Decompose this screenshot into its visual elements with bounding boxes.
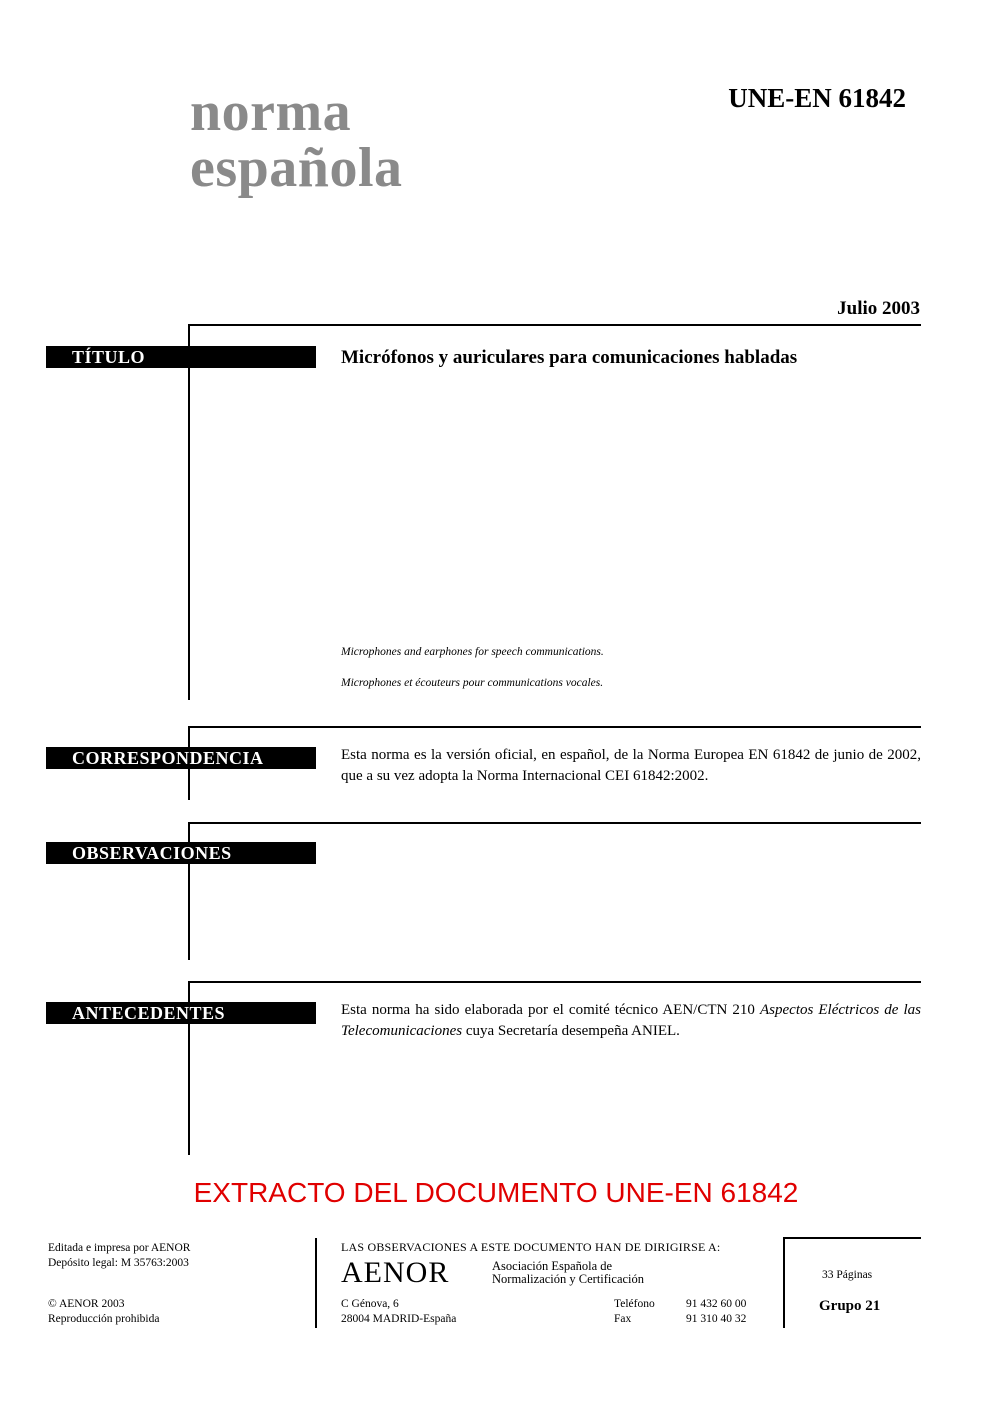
- assoc-line-1: Asociación Española de: [492, 1259, 613, 1273]
- fax-label: Fax: [614, 1313, 632, 1325]
- antecedentes-committee-name: Aspectos Eléctricos de las Telecomunicaciones: [341, 1002, 922, 1039]
- footer-rule-right: [783, 1237, 785, 1328]
- footer-observations-heading: LAS OBSERVACIONES A ESTE DOCUMENTO HAN DE DIRIGIRSE A:: [341, 1240, 721, 1254]
- footer-copyright-block: [48, 1297, 159, 1327]
- footer-contact-values: [686, 1297, 746, 1327]
- aenor-association: [492, 1260, 644, 1286]
- footer-rule-left: [315, 1238, 317, 1328]
- footer-reproduction: Reproducción prohibida: [48, 1313, 160, 1325]
- correspondencia-text: Esta norma es la versión oficial, en español, de la Norma Europea EN 61842 de junio de 2002, que a su vez adopta la Norma Internacional CEI 61842:2002.: [341, 747, 921, 784]
- label-antecedentes: ANTECEDENTES: [46, 1002, 316, 1024]
- extract-notice: EXTRACTO DEL DOCUMENTO UNE-EN 61842: [193, 1177, 799, 1208]
- address-city: 28004 MADRID-España: [341, 1313, 457, 1325]
- section-rule-titulo: [188, 324, 190, 700]
- phone-label: Teléfono: [614, 1298, 655, 1310]
- address-street: C Génova, 6: [341, 1298, 399, 1310]
- label-correspondencia: CORRESPONDENCIA: [46, 747, 316, 769]
- section-divider-titulo: [188, 324, 921, 326]
- footer-box-top: [783, 1237, 921, 1239]
- footer-address: [341, 1297, 456, 1327]
- footer-edited: Editada e impresa por AENOR: [48, 1242, 191, 1254]
- footer-copyright: © AENOR 2003: [48, 1298, 125, 1310]
- footer-deposit: Depósito legal: M 35763:2003: [48, 1257, 189, 1269]
- label-observaciones: OBSERVACIONES: [46, 842, 316, 864]
- brand-line-1: norma: [190, 81, 352, 143]
- aenor-logo: AENOR: [341, 1256, 450, 1289]
- document-id: UNE-EN 61842: [728, 83, 906, 113]
- phone-number: 91 432 60 00: [686, 1298, 747, 1310]
- antecedentes-text-start: Esta norma ha sido elaborada por el comité técnico AEN/CTN 210: [341, 1002, 760, 1018]
- price-group: Grupo 21: [819, 1298, 881, 1314]
- antecedentes-text-end: cuya Secretaría desempeña ANIEL.: [462, 1023, 680, 1039]
- antecedentes-text: [341, 1000, 921, 1042]
- title-english: Microphones and earphones for speech communications.: [341, 646, 604, 658]
- section-divider-antecedentes: [188, 981, 921, 983]
- section-divider-correspondencia: [188, 726, 921, 728]
- footer-edition-block: [48, 1241, 190, 1271]
- brand-title: [190, 81, 403, 199]
- publication-date: Julio 2003: [837, 298, 920, 319]
- label-titulo: TÍTULO: [46, 346, 316, 368]
- brand-line-2: española: [190, 137, 403, 199]
- title-spanish: Micrófonos y auriculares para comunicaciones habladas: [341, 347, 798, 368]
- footer-contact-labels: [614, 1297, 655, 1327]
- fax-number: 91 310 40 32: [686, 1313, 747, 1325]
- assoc-line-2: Normalización y Certificación: [492, 1272, 645, 1286]
- section-divider-observaciones: [188, 822, 921, 824]
- page-count: 33 Páginas: [822, 1269, 873, 1281]
- title-french: Microphones et écouteurs pour communications vocales.: [341, 677, 604, 689]
